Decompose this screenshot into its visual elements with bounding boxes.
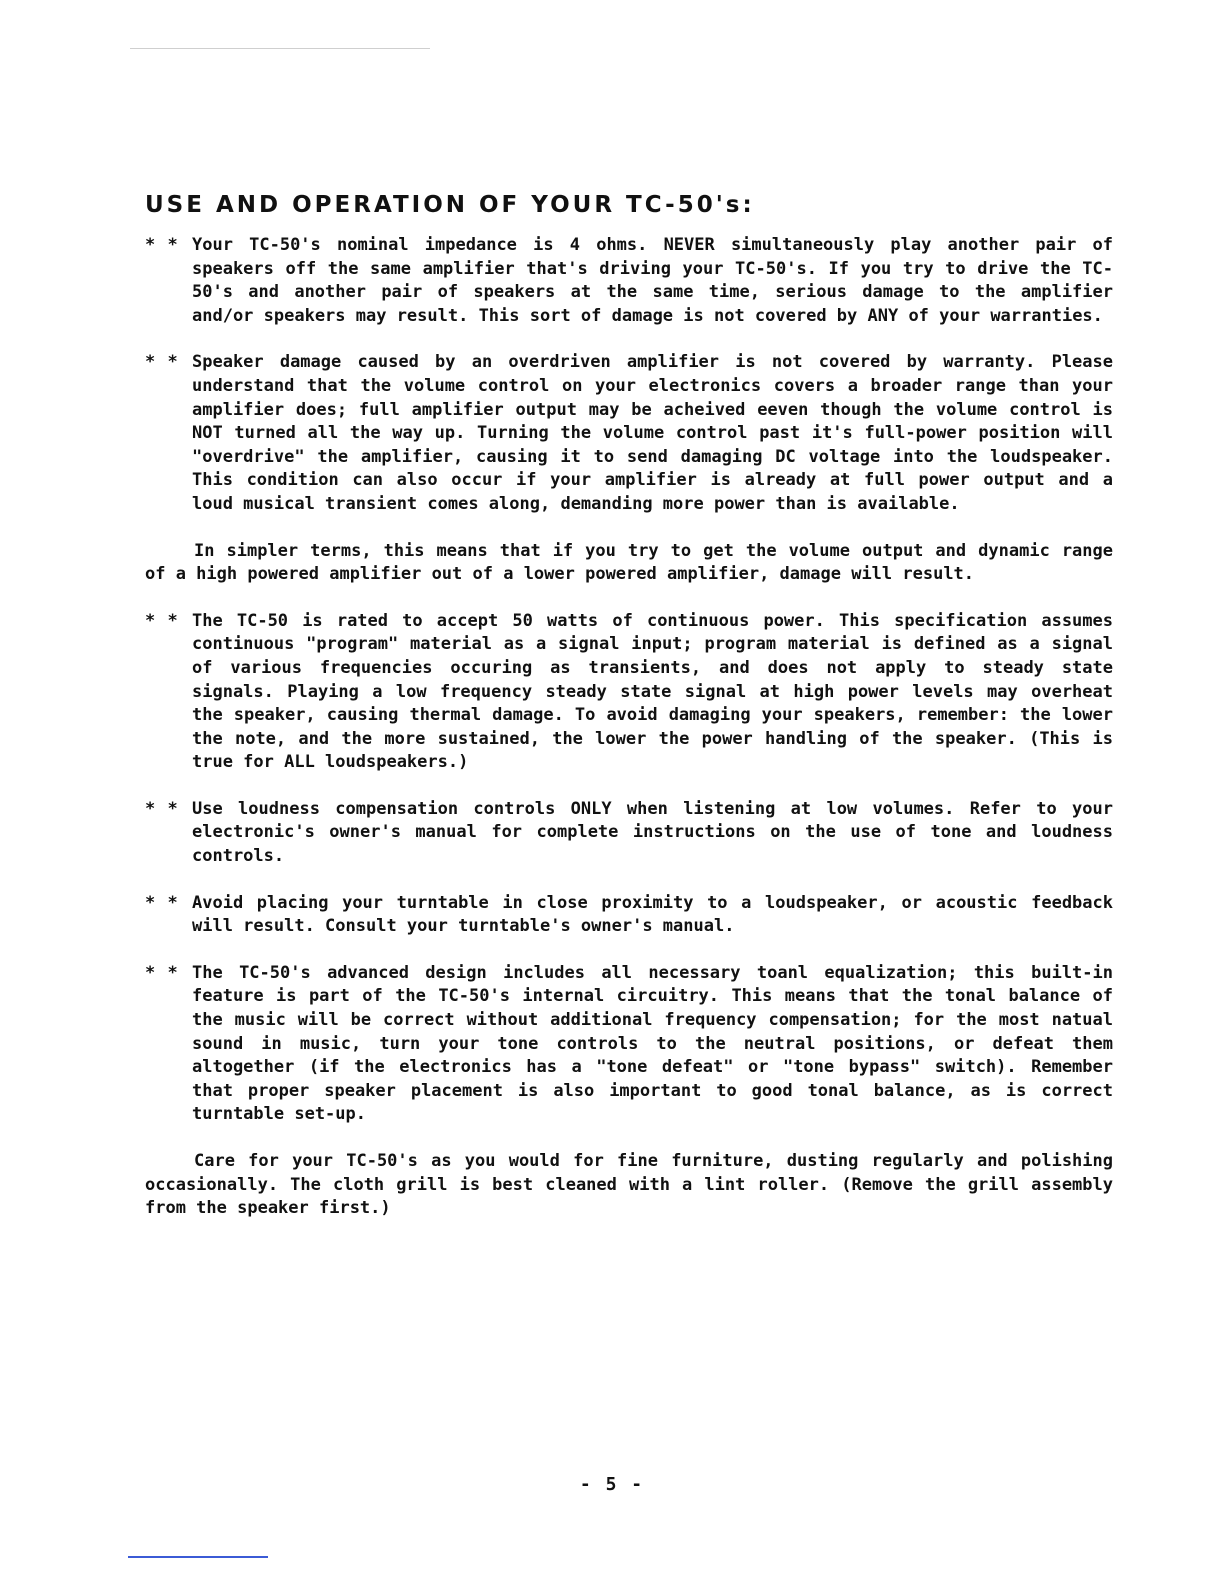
bullet-text: Use loudness compensation controls ONLY when listening at low volumes. Refer to your electronic's owner's manual for complete instructions on the use of tone and loudness controls. (192, 798, 1113, 867)
paragraph-care: Care for your TC-50's as you would for fine furniture, dusting regularly and polishing occasionally. The cloth grill is best cleaned with a lint roller. (Remove the grill assembly from the speaker first.) (145, 1151, 1113, 1219)
section-heading: USE AND OPERATION OF YOUR TC-50's: (145, 192, 755, 218)
bullet-mark: * * (145, 352, 179, 373)
bullet-mark: * * (145, 610, 179, 631)
bullet-mark: * * (145, 892, 179, 913)
bottom-link-underline (128, 1556, 268, 1558)
bullet-mark: * * (145, 235, 179, 255)
bullet-tonal-equalization (145, 962, 1113, 1127)
page-number: - 5 - (579, 1474, 645, 1495)
bullet-text: Your TC-50's nominal impedance is 4 ohms. NEVER simultaneously play another pair of speakers off the same amplifier that's driving your TC-50's. If you try to drive the TC-50's and another pair of speakers at the same time, serious damage to the amplifier and/or speakers may result. This sort of damage is not covered by ANY of your warranties. (192, 235, 1113, 326)
bullet-power-rating (145, 610, 1113, 775)
document-body (145, 192, 1113, 1244)
bullet-text: The TC-50's advanced design includes all necessary toanl equalization; this built-in feature is part of the TC-50's internal circuitry. This means that the tonal balance of the music will be correct without additional frequency compensation; for the most natual sound in music, turn your tone controls to the neutral positions, or defeat them altogether (if the electronics has a "tone defeat" or "tone bypass" switch). Remember that proper speaker placement is also important to good tonal balance, as is correct turntable set-up. (192, 962, 1113, 1125)
top-scan-line (130, 48, 430, 49)
bullet-mark: * * (145, 962, 179, 983)
bullet-impedance (145, 234, 1113, 328)
bullet-text: The TC-50 is rated to accept 50 watts of continuous power. This specification assumes continuous "program" material as a signal input; program material is defined as a signal of various frequencies occuring as transients, and does not apply to steady state signals. Playing a low frequency steady state signal at high power levels may overheat the speaker, causing thermal damage. To avoid damaging your speakers, remember: the lower the note, and the more sustained, the lower the power handling of the speaker. (This is true for ALL loudspeakers.) (192, 610, 1113, 773)
bullet-mark: * * (145, 798, 179, 819)
paragraph-simpler-terms: In simpler terms, this means that if you try to get the volume output and dynamic range of a high powered amplifier out of a lower powered amplifier, damage will result. (145, 540, 1113, 585)
bullet-text: Speaker damage caused by an overdriven amplifier is not covered by warranty. Please understand that the volume control on your electronics covers a broader range than your amplifier does; full amplifier output may be acheived eeven though the volume control is NOT turned all the way up. Turning the volume control past it's full-power position will "overdrive" the amplifier, causing it to send damaging DC voltage into the loudspeaker. This condition can also occur if your amplifier is already at full power output and a loud musical transient comes along, demanding more power than is available. (192, 352, 1113, 514)
bullet-overdriven-amplifier (145, 351, 1113, 516)
bullet-loudness-compensation (145, 798, 1113, 869)
bullet-turntable-placement (145, 892, 1113, 939)
bullet-text: Avoid placing your turntable in close proximity to a loudspeaker, or acoustic feedback will result. Consult your turntable's owner's manual. (192, 892, 1113, 937)
